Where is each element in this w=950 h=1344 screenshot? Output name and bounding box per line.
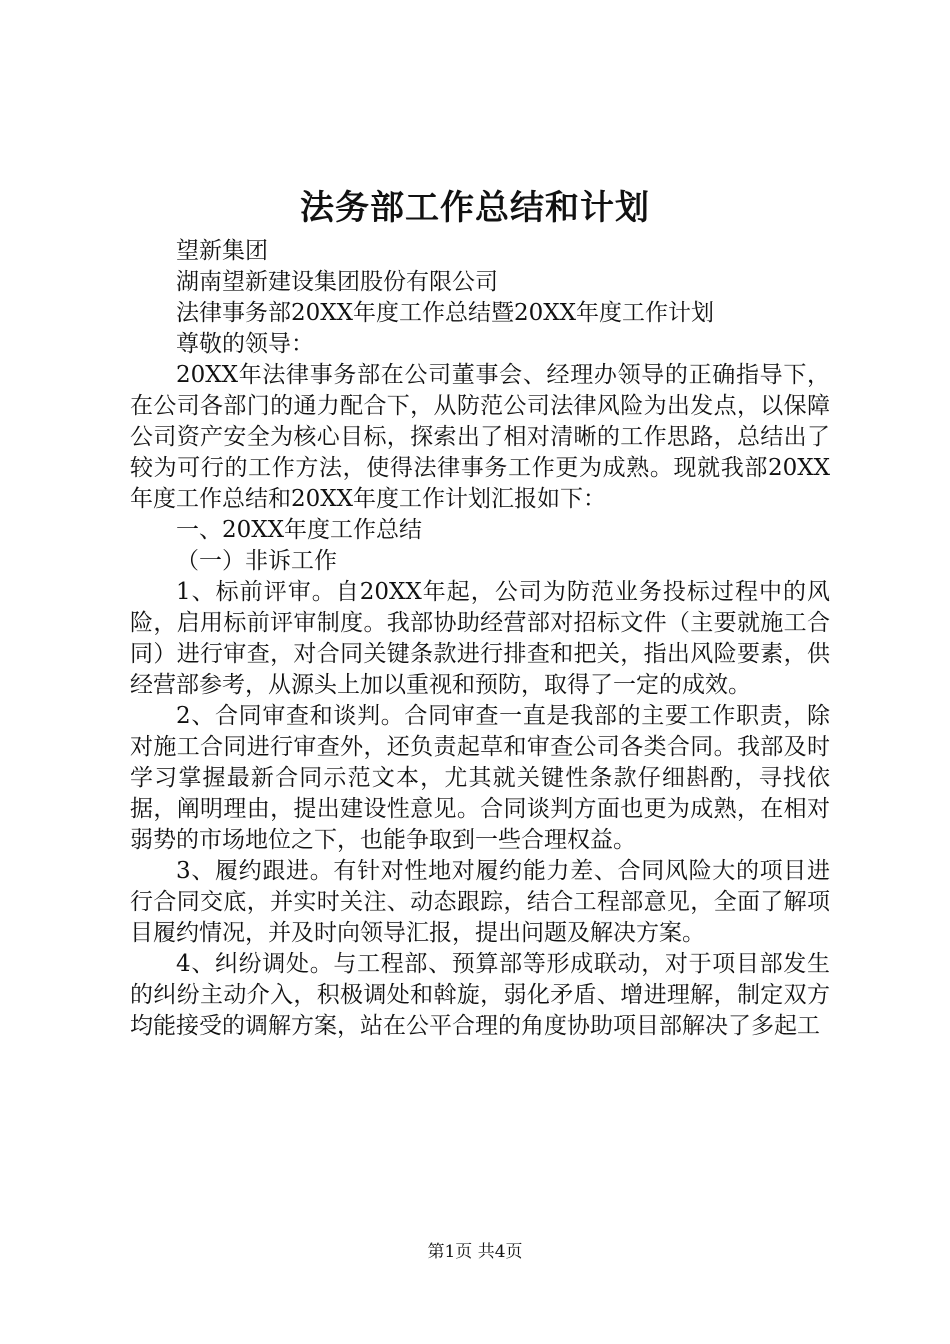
paragraph-performance-tracking: 3、履约跟进。有针对性地对履约能力差、合同风险大的项目进行合同交底，并实时关注、动态跟踪，结合工程部意见，全面了解项目履约情况，并及时向领导汇报，提出问题及解决方案。 xyxy=(130,858,830,946)
paragraph-intro: 20XX年法律事务部在公司董事会、经理办领导的正确指导下，在公司各部门的通力配合下，从防范公司法律风险为出发点，以保障公司资产安全为核心目标，探索出了相对清晰的工作思路，总结出了较为可行的工作方法，使得法律事务工作更为成熟。现就我部20XX年度工作总结和20XX年度工作计划汇报如下： xyxy=(130,362,830,512)
page-number-footer: 第1页 共4页 xyxy=(427,1242,523,1262)
paragraph-report-subtitle: 法律事务部20XX年度工作总结暨20XX年度工作计划 xyxy=(176,300,715,326)
paragraph-salutation: 尊敬的领导： xyxy=(176,331,314,357)
document-body xyxy=(130,236,830,1042)
paragraph-contract-review: 2、合同审查和谈判。合同审查一直是我部的主要工作职责，除对施工合同进行审查外，还负责起草和审查公司各类合同。我部及时学习掌握最新合同示范文本，尤其就关键性条款仔细斟酌，寻找依据，阐明理由，提出建设性意见。合同谈判方面也更为成熟，在相对弱势的市场地位之下，也能争取到一些合理权益。 xyxy=(130,703,830,853)
subsection-heading-non-litigation: （一）非诉工作 xyxy=(176,548,337,574)
paragraph-pre-bid-review: 1、标前评审。自20XX年起，公司为防范业务投标过程中的风险，启用标前评审制度。我部协助经营部对招标文件（主要就施工合同）进行审查，对合同关键条款进行排查和把关，指出风险要素，供经营部参考，从源头上加以重视和预防，取得了一定的成效。 xyxy=(130,579,830,698)
document-title: 法务部工作总结和计划 xyxy=(300,188,650,228)
paragraph-company-name: 湖南望新建设集团股份有限公司 xyxy=(176,269,498,295)
paragraph-dispute-mediation: 4、纠纷调处。与工程部、预算部等形成联动，对于项目部发生的纠纷主动介入，积极调处和斡旋，弱化矛盾、增进理解，制定双方均能接受的调解方案，站在公平合理的角度协助项目部解决了多起工 xyxy=(130,951,830,1039)
section-heading-summary: 一、20XX年度工作总结 xyxy=(176,517,423,543)
paragraph-group-name: 望新集团 xyxy=(176,238,268,264)
